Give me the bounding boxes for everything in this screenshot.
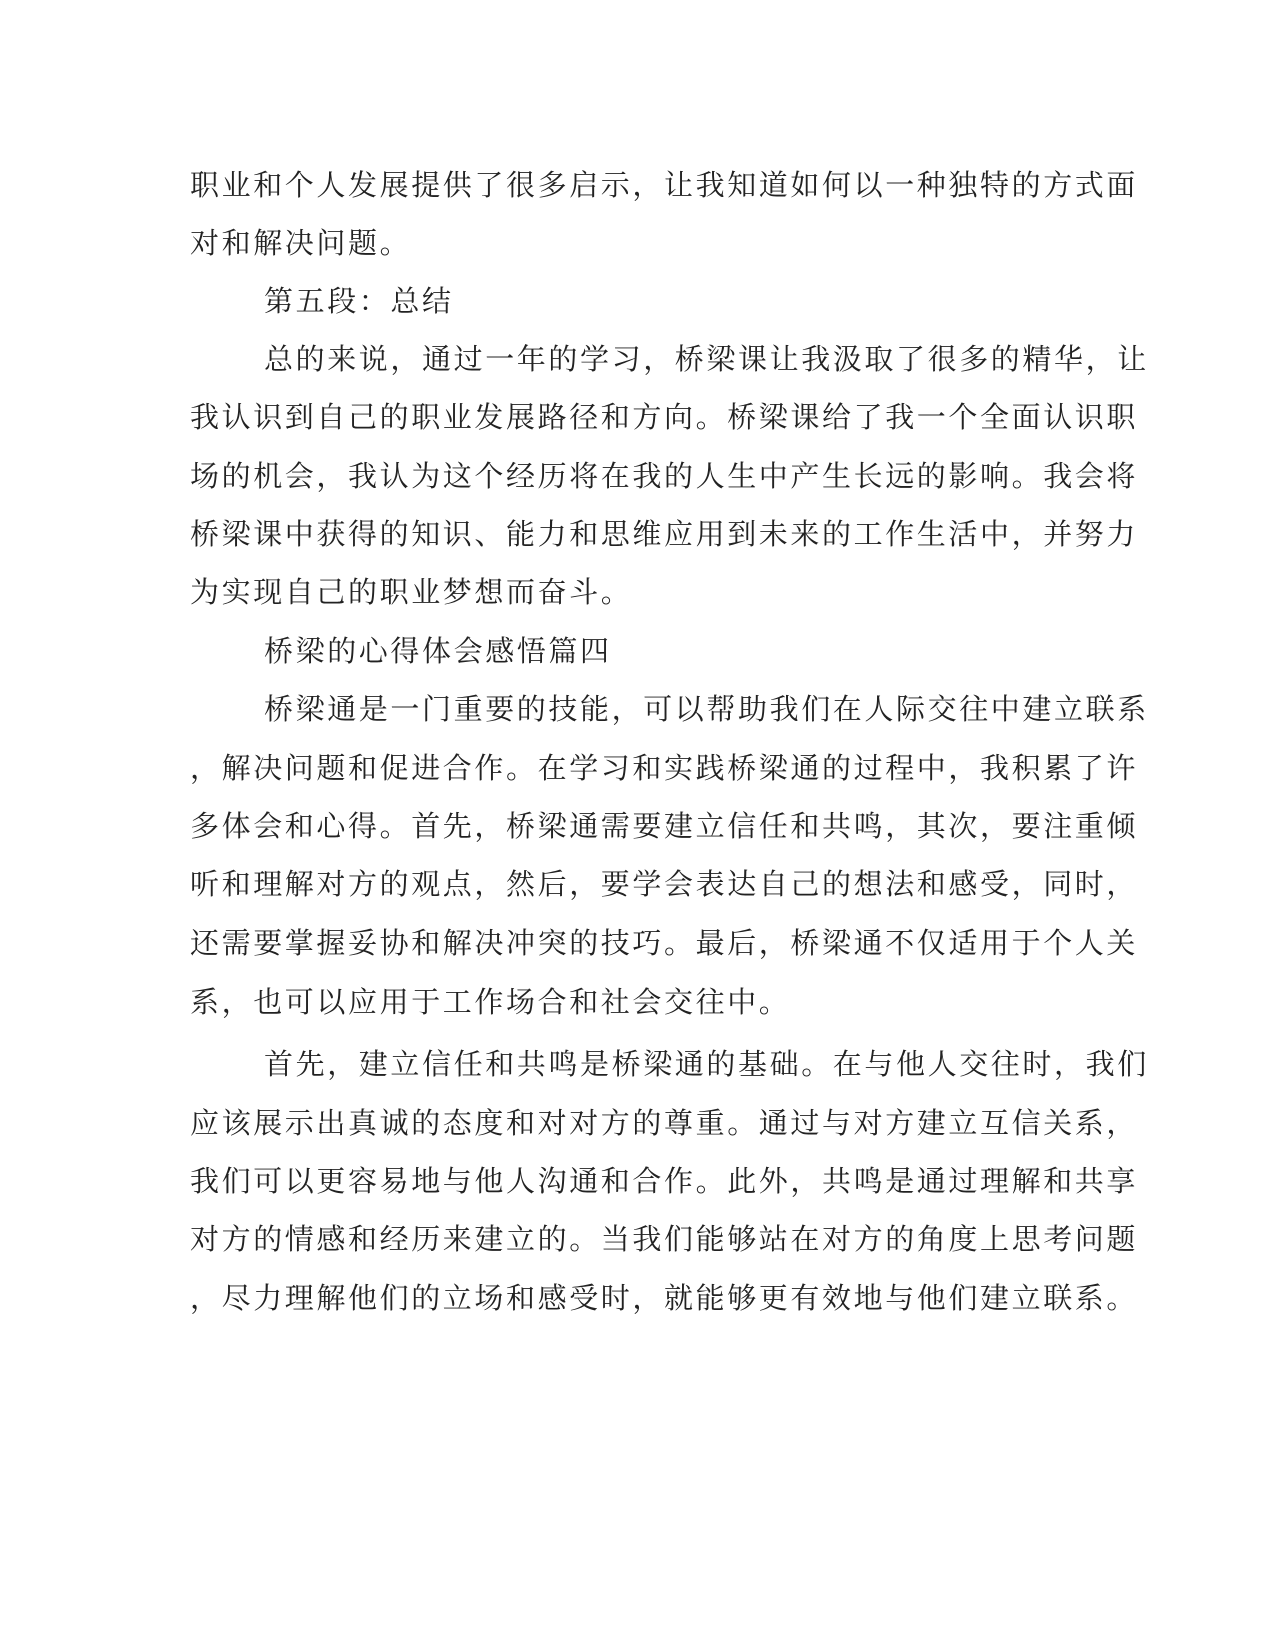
text-line: 场的机会，我认为这个经历将在我的人生中产生长远的影响。我会将	[190, 459, 1139, 493]
text-line: ，解决问题和促进合作。在学习和实践桥梁通的过程中，我积累了许	[190, 751, 1139, 785]
text-line: 首先，建立信任和共鸣是桥梁通的基础。在与他人交往时，我们	[264, 1047, 1149, 1081]
text-line: 我们可以更容易地与他人沟通和合作。此外，共鸣是通过理解和共享	[190, 1164, 1139, 1198]
text-line: 系，也可以应用于工作场合和社会交往中。	[190, 985, 791, 1019]
text-line: 为实现自己的职业梦想而奋斗。	[190, 575, 633, 609]
text-line: 对方的情感和经历来建立的。当我们能够站在对方的角度上思考问题	[190, 1222, 1139, 1256]
article-title: 桥梁的心得体会感悟篇四	[264, 634, 612, 668]
text-line: ，尽力理解他们的立场和感受时，就能够更有效地与他们建立联系。	[190, 1281, 1139, 1315]
text-line: 对和解决问题。	[190, 226, 412, 260]
text-line: 总的来说，通过一年的学习，桥梁课让我汲取了很多的精华，让	[264, 342, 1149, 376]
text-line: 职业和个人发展提供了很多启示，让我知道如何以一种独特的方式面	[190, 168, 1139, 202]
text-line: 我认识到自己的职业发展路径和方向。桥梁课给了我一个全面认识职	[190, 400, 1139, 434]
text-line: 桥梁通是一门重要的技能，可以帮助我们在人际交往中建立联系	[264, 692, 1149, 726]
section-heading: 第五段：总结	[264, 284, 454, 318]
text-line: 桥梁课中获得的知识、能力和思维应用到未来的工作生活中，并努力	[190, 517, 1139, 551]
text-line: 应该展示出真诚的态度和对对方的尊重。通过与对方建立互信关系，	[190, 1106, 1139, 1140]
text-line: 听和理解对方的观点，然后，要学会表达自己的想法和感受，同时，	[190, 867, 1139, 901]
text-line: 多体会和心得。首先，桥梁通需要建立信任和共鸣，其次，要注重倾	[190, 809, 1139, 843]
text-line: 还需要掌握妥协和解决冲突的技巧。最后，桥梁通不仅适用于个人关	[190, 926, 1139, 960]
